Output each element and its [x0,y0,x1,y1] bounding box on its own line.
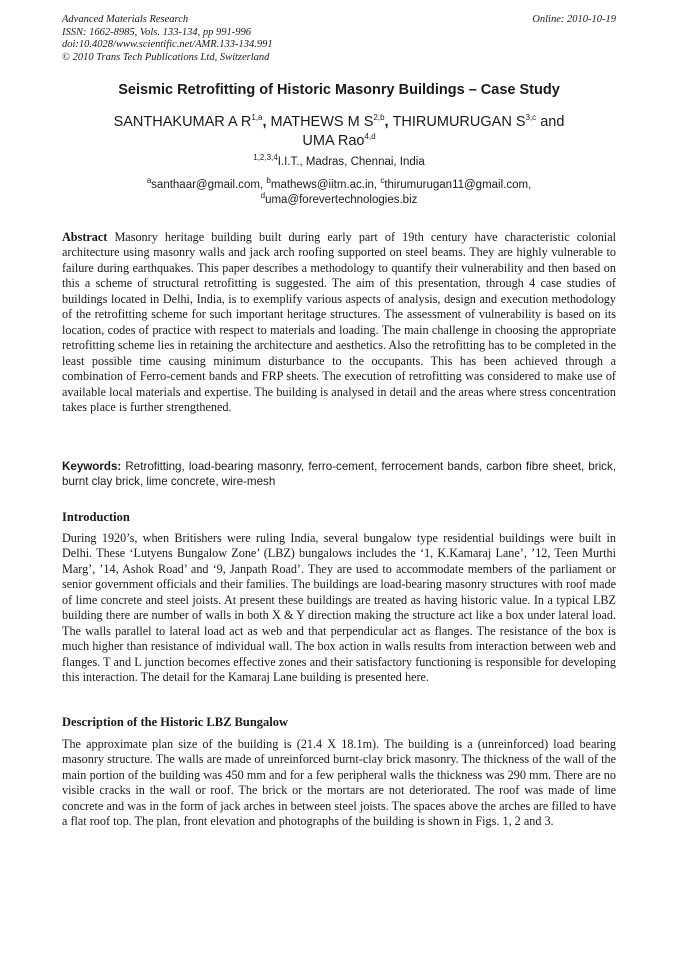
email-address: mathews@iitm.ac.in, [270,179,381,191]
author-separator: , [262,114,271,130]
author-superscript: 3,c [525,113,537,123]
keywords-label: Keywords: [62,460,122,473]
affiliation-text: I.I.T., Madras, Chennai, India [277,156,425,168]
author-separator: and [536,114,565,130]
email-address: santhaar@gmail.com, [151,179,267,191]
author-list [62,113,616,151]
online-date: Online: 2010-10-19 [532,14,616,25]
description-heading: Description of the Historic LBZ Bungalow [62,715,289,729]
email-address: thirumurugan11@gmail.com, [384,179,532,191]
introduction-body: During 1920’s, when Britishers were ruling India, several bungalow type residential buildings were built in Delhi. These ‘Lutyens Bungalow Zone’ (LBZ) bungalows includes the ‘1, K.Kamaraj Lane’, ’12, Teen Murthi Marg’, ’14, Ashok Road’ and ‘9, Janpath Road’. They are used to accommodate members of the parliament or senior government officials and their families. The buildings are load-bearing masonry structures with roof made of lime concrete and steel joists. At present these buildings are treated as having historic value. In a typical LBZ building there are number of walls in both X & Y direction making the structure act like a box under lateral load. The walls parallel to lateral load act as web and that perpendicular act as flanges. The resistance of the box is much higher than resistance of individual wall. The box action in walls results from interaction between web and flanges. T and L junction becomes effective zones and their satisfactory functioning is responsible for developing this interaction. The detail for the Kamaraj Lane building is presented here. [62,531,616,685]
keywords [62,459,616,489]
keywords-text: Retrofitting, load-bearing masonry, ferro-cement, ferrocement bands, carbon fibre sheet, brick, burnt clay brick, lime concrete, wire-mesh [62,460,617,488]
email-address: uma@forevertechnologies.biz [265,194,418,206]
author-name: THIRUMURUGAN S [392,114,526,130]
introduction-heading: Introduction [62,510,130,524]
affiliation [62,153,616,168]
author-superscript: 4,d [364,132,376,142]
author-superscript: 1,a [251,113,263,123]
author-name: MATHEWS M S [270,114,374,130]
author-name: UMA Rao [302,133,365,149]
copyright-line: © 2010 Trans Tech Publications Ltd, Switzerland [62,51,270,63]
author-name: SANTHAKUMAR A R [113,114,252,130]
paper-title: Seismic Retrofitting of Historic Masonry Buildings – Case Study [118,82,560,98]
running-header [62,14,273,64]
abstract [62,230,616,415]
email-superscript: d [260,191,266,201]
email-superscript: a [146,176,152,186]
email-superscript: c [380,176,385,186]
affiliation-superscript: 1,2,3,4 [253,153,278,163]
description-body: The approximate plan size of the building is (21.4 X 18.1m). The building is a (unreinforced) load bearing masonry structure. The walls are made of unreinforced burnt-clay brick masonry. The thickness of the wall of the main portion of the building was 450 mm and for a few peripheral walls the thickness was 290 mm. There are no visible cracks in the wall or roof. The brick or the mortars are not deteriorated. The roof was made of lime concrete and was in the form of jack arches in between steel joists. The spaces above the arches are filled to have a flat roof top. The plan, front elevation and photographs of the building is shown in Figs. 1, 2 and 3. [62,737,616,829]
abstract-text: Masonry heritage building built during early part of 19th century have characteristic colonial architecture using masonry walls and jack arch roofing supported on steel beams. They are highly vulnerable to failure during earthquakes. This paper describes a methodology to quantify their vulnerability and then based on this a scheme of structural retrofitting is suggested. The aim of this presentation, through 4 case studies of buildings located in Delhi, India, is to exemplify various aspects of analysis, design and execution methodology of the retrofitting scheme for such important heritage structures. The assessment of vulnerability is based on its location, codes of practice with respect to materials and loading. The main challenge in choosing the appropriate retrofitting scheme lies in retaining the architecture and aesthetics. Also the retrofitting has to be completed in the least possible time causing minimum disturbance to the occupants. This has been achieved through a combination of Ferro-cement bands and FRP sheets. The execution of retrofitting was considered to make use of available local materials and expertise. The building is analysed in detail and the areas where stress concentration takes place is further strengthened. [62,230,616,414]
author-superscript: 2,b [373,113,385,123]
abstract-label: Abstract [62,230,108,244]
email-superscript: b [266,176,271,186]
doi-line: doi:10.4028/www.scientific.net/AMR.133-134.991 [62,39,273,50]
journal-name: Advanced Materials Research [62,14,189,25]
issn-line: ISSN: 1662-8985, Vols. 133-134, pp 991-996 [62,26,251,38]
email-list [62,178,616,208]
author-separator: , [384,114,393,130]
